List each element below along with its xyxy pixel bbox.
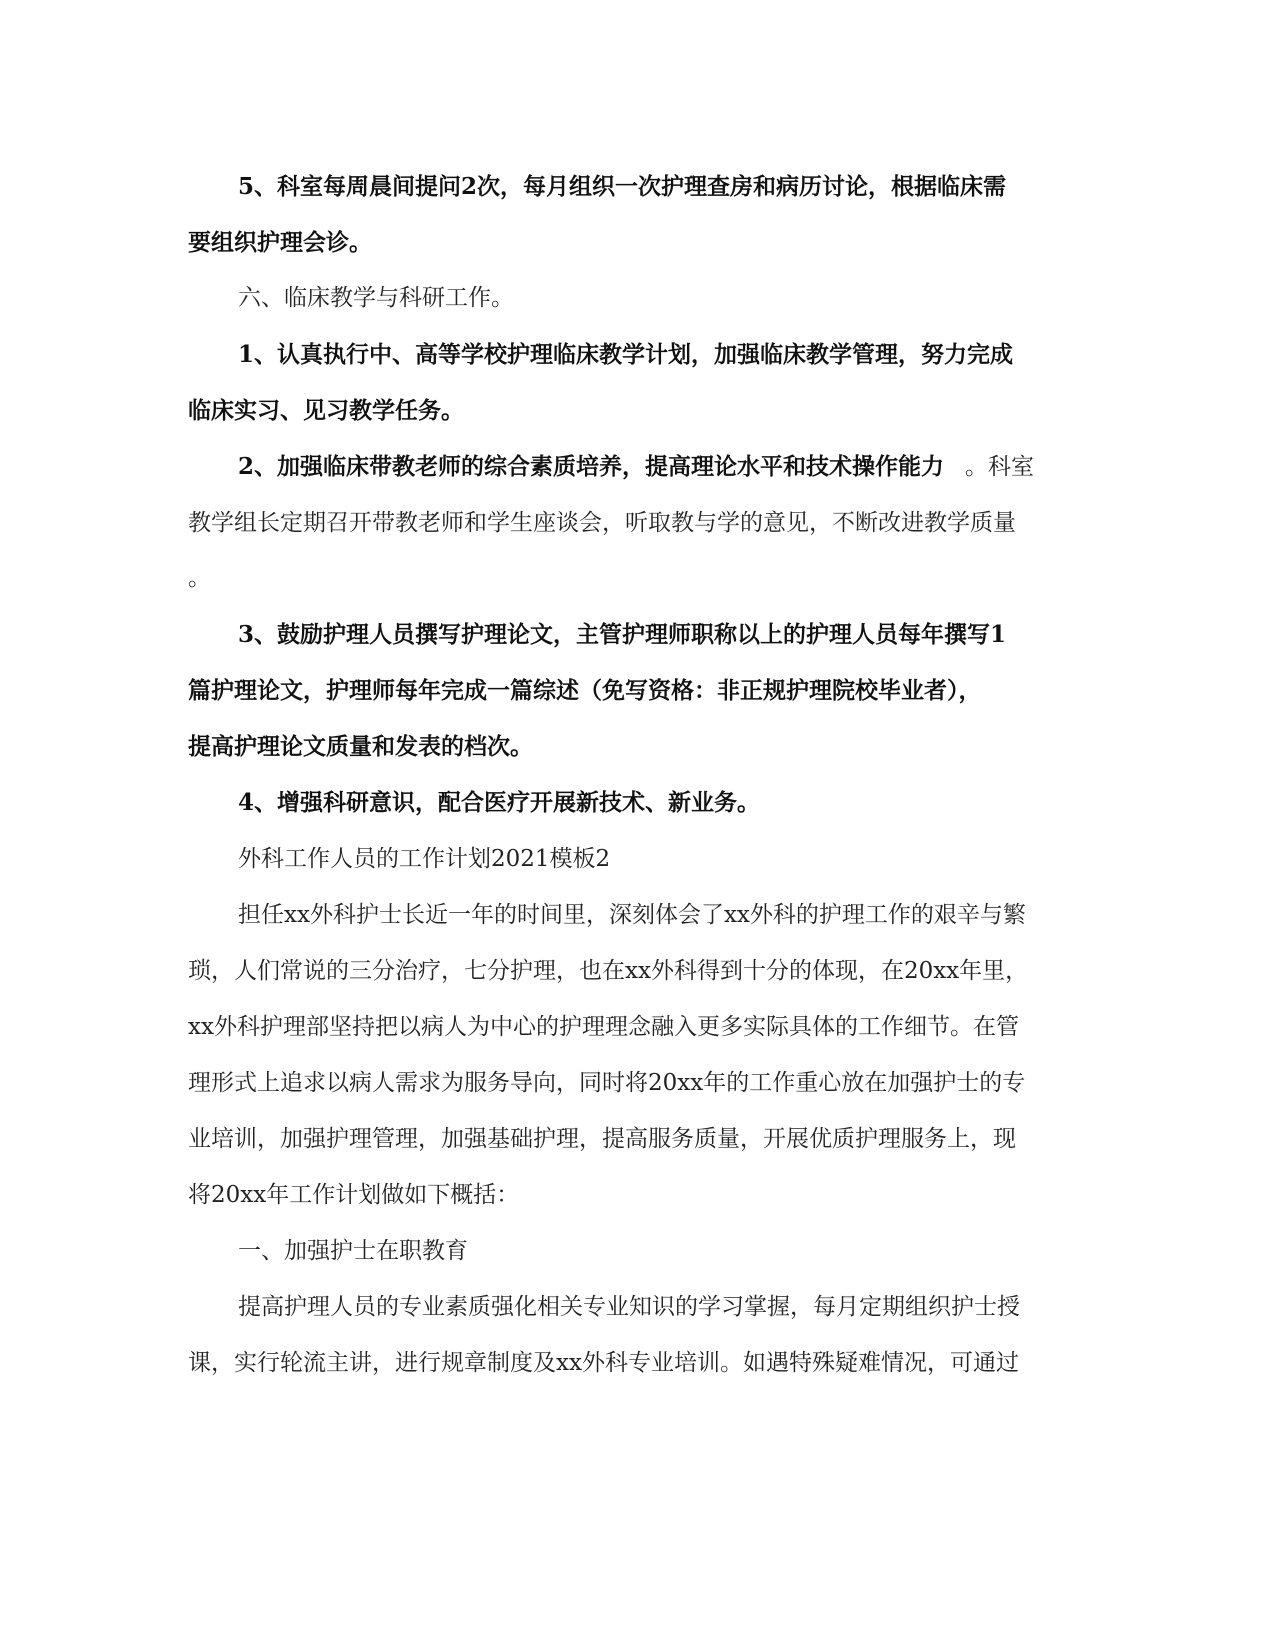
- text-line: 1、认真执行中、高等学校护理临床教学计划，加强临床教学管理，努力完成: [238, 341, 1014, 368]
- text-line: 琐，人们常说的三分治疗，七分护理，也在xx外科得到十分的体现，在20xx年里，: [188, 958, 1029, 984]
- text-line: 课，实行轮流主讲，进行规章制度及xx外科专业培训。如遇特殊疑难情况，可通过: [188, 1350, 1019, 1376]
- text-line: 。科室: [965, 454, 1034, 480]
- text-line: 担任xx外科护士长近一年的时间里，深刻体会了xx外科的护理工作的艰辛与繁: [238, 902, 1026, 928]
- text-line: 3、鼓励护理人员撰写护理论文，主管护理师职称以上的护理人员每年撰写1: [238, 621, 1007, 648]
- text-line: 业培训，加强护理管理，加强基础护理，提高服务质量，开展优质护理服务上，现: [188, 1126, 1016, 1152]
- text-line: 临床实习、见习教学任务。: [188, 397, 464, 424]
- text-line: 外科工作人员的工作计划2021模板2: [238, 846, 611, 872]
- text-line: 4、增强科研意识，配合医疗开展新技术、新业务。: [238, 789, 761, 816]
- text-line: 教学组长定期召开带教老师和学生座谈会，听取教与学的意见，不断改进教学质量: [188, 510, 1016, 536]
- text-line: 。: [188, 565, 211, 591]
- text-line: 5、科室每周晨间提问2次，每月组织一次护理查房和病历讨论，根据临床需: [238, 173, 1007, 200]
- text-line: 六、临床教学与科研工作。: [238, 285, 514, 311]
- text-line: 篇护理论文，护理师每年完成一篇综述（免写资格：非正规护理院校毕业者），: [188, 677, 982, 704]
- text-line: 将20xx年工作计划做如下概括：: [188, 1182, 520, 1208]
- text-line: 2、加强临床带教老师的综合素质培养，提高理论水平和技术操作能力: [238, 453, 945, 480]
- text-line: xx外科护理部坚持把以病人为中心的护理理念融入更多实际具体的工作细节。在管: [188, 1014, 1019, 1040]
- text-line: 一、加强护士在职教育: [238, 1238, 468, 1264]
- text-line: 理形式上追求以病人需求为服务导向，同时将20xx年的工作重心放在加强护士的专: [188, 1070, 1026, 1096]
- text-line: 要组织护理会诊。: [188, 229, 372, 256]
- text-line: 提高护理人员的专业素质强化相关专业知识的学习掌握，每月定期组织护士授: [238, 1294, 1020, 1320]
- text-line: 提高护理论文质量和发表的档次。: [188, 733, 533, 760]
